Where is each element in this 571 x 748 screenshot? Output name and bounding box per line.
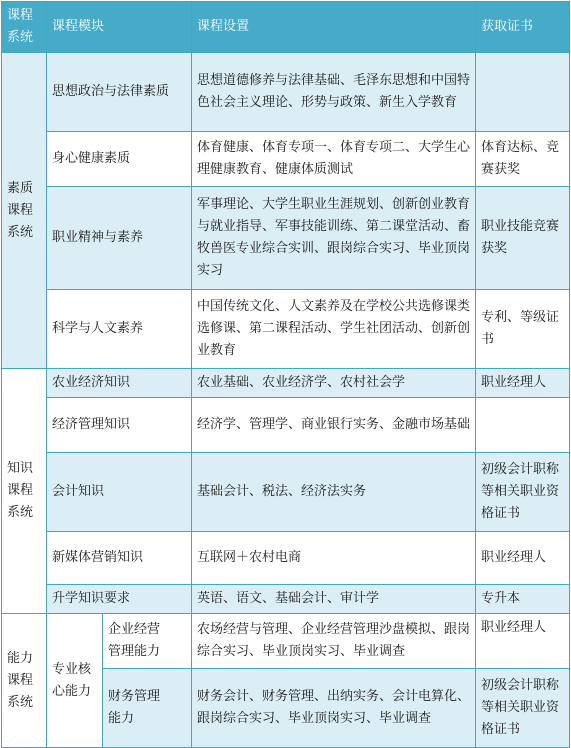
table-row: [2, 585, 570, 614]
table-row: [2, 614, 570, 669]
submodule-cell: 企业经营 管理能力: [103, 614, 192, 669]
table-row: [2, 187, 570, 290]
settings-cell: 英语、语文、基础会计、审计学: [192, 585, 476, 614]
table-row: [2, 369, 570, 398]
settings-cell: 互联网＋农村电商: [192, 532, 476, 585]
settings-cell: 体育健康、体育专项一、体育专项二、大学生心理健康教育、健康体质测试: [192, 132, 476, 187]
header-certificate: 获取证书: [476, 2, 570, 53]
header-system: 课程 系统: [2, 2, 47, 53]
table-row: [2, 398, 570, 453]
certificate-cell: [476, 398, 570, 453]
header-settings: 课程设置: [192, 2, 476, 53]
module-cell: 会计知识: [47, 453, 192, 532]
certificate-cell: 体育达标、竞赛获奖: [476, 132, 570, 187]
settings-cell: 财务会计、财务管理、出纳实务、会计电算化、跟岗综合实习、毕业顶岗实习、毕业调查: [192, 669, 476, 748]
header-row: [2, 2, 570, 53]
settings-cell: 农业基础、农业经济学、农村社会学: [192, 369, 476, 398]
table-row: [2, 532, 570, 585]
submodule-cell: 财务管理 能力: [103, 669, 192, 748]
table-row: [2, 132, 570, 187]
header-module: 课程模块: [47, 2, 192, 53]
certificate-cell: 专利、等级证书: [476, 290, 570, 369]
certificate-cell: 职业技能竞赛获奖: [476, 187, 570, 290]
table-header: [2, 2, 570, 53]
module-cell: 思想政治与法律素质: [47, 53, 192, 132]
certificate-cell: 职业经理人: [476, 614, 570, 669]
table-row: [2, 453, 570, 532]
settings-cell: 中国传统文化、人文素养及在学校公共选修课类选修课、第二课程活动、学生社团活动、创新创业教育: [192, 290, 476, 369]
system-knowledge: 知识 课程 系统: [2, 369, 47, 614]
module-cell: 升学知识要求: [47, 585, 192, 614]
module-cell: 身心健康素质: [47, 132, 192, 187]
module-cell: 农业经济知识: [47, 369, 192, 398]
certificate-cell: 初级会计职称等相关职业资格证书: [476, 453, 570, 532]
module-cell: 职业精神与素养: [47, 187, 192, 290]
certificate-cell: 专升本: [476, 585, 570, 614]
module-cell: 科学与人文素养: [47, 290, 192, 369]
certificate-cell: [476, 53, 570, 132]
module-cell: 新媒体营销知识: [47, 532, 192, 585]
settings-cell: 思想道德修养与法律基础、毛泽东思想和中国特色社会主义理论、形势与政策、新生入学教育: [192, 53, 476, 132]
system-quality: 素质 课程 系统: [2, 53, 47, 369]
certificate-cell: 初级会计职称等相关职业资格证书: [476, 669, 570, 748]
module-cell: 经济管理知识: [47, 398, 192, 453]
module-cell: 专业核 心能力: [47, 614, 103, 748]
settings-cell: 基础会计、税法、经济法实务: [192, 453, 476, 532]
table-row: [2, 53, 570, 132]
system-ability: 能力 课程 系统: [2, 614, 47, 748]
certificate-cell: 职业经理人: [476, 532, 570, 585]
table-row: [2, 290, 570, 369]
certificate-cell: 职业经理人: [476, 369, 570, 398]
settings-cell: 农场经营与管理、企业经营管理沙盘模拟、跟岗综合实习、毕业顶岗实习、毕业调查: [192, 614, 476, 669]
settings-cell: 军事理论、大学生职业生涯规划、创新创业教育与就业指导、军事技能训练、第二课堂活动、畜牧兽医专业综合实训、跟岗综合实习、毕业顶岗实习: [192, 187, 476, 290]
settings-cell: 经济学、管理学、商业银行实务、金融市场基础: [192, 398, 476, 453]
curriculum-table: [1, 1, 570, 748]
